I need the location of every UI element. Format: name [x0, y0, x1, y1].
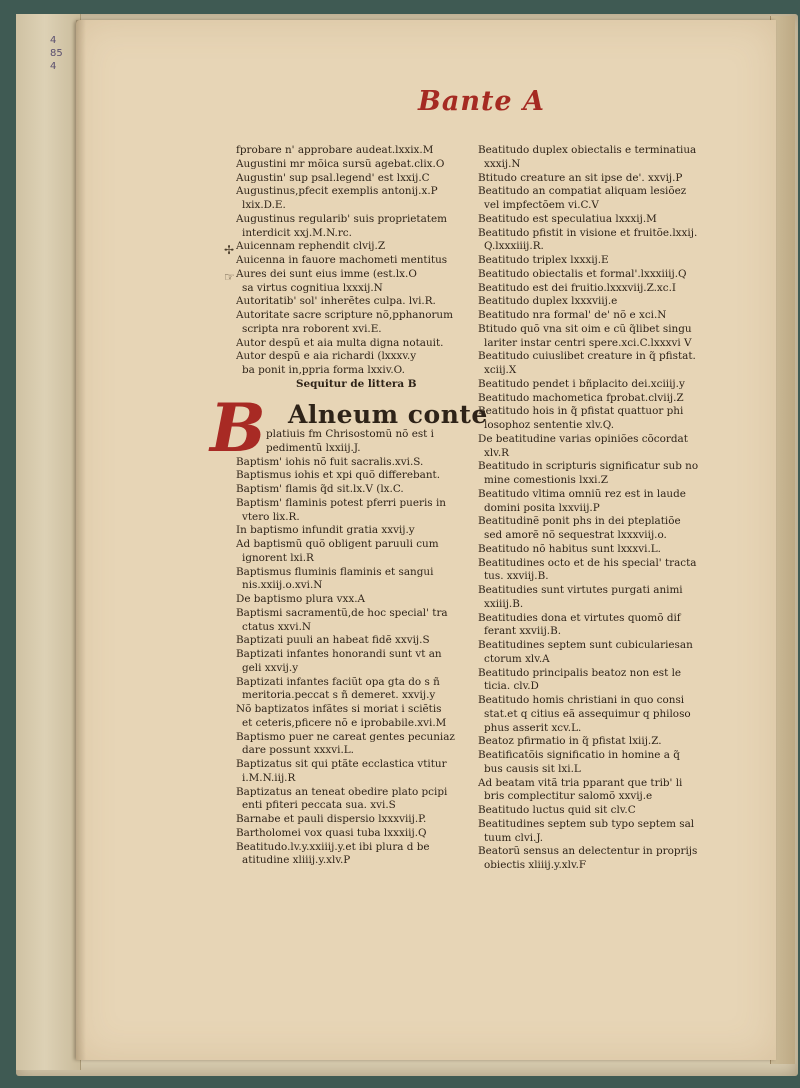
index-entry: Ad beatam vitã tria pparant que trib' li [478, 776, 683, 789]
index-entry: ferant xxviij.B. [484, 625, 562, 638]
index-entry: Baptizati infantes faciũt opa gta do s ñ [236, 675, 440, 688]
index-entry: Beatitudo in scripturis significatur sub no [478, 460, 699, 473]
shelf-mark-line: 4 [50, 35, 57, 46]
index-column-right [478, 144, 708, 873]
index-entry: De beatitudine varias opiniões cõcordat [478, 432, 688, 445]
index-entry: Augustin' sup psal.legend' est lxxij.C [236, 171, 430, 184]
shelf-mark-line: 4 [50, 61, 57, 72]
index-entry: Baptismi sacramentũ,de hoc special' tra [236, 606, 448, 619]
index-entry: Beatitudo pendet i bñplacito dei.xciiij.y [478, 377, 685, 390]
index-entry: Auicennam rephendit clvij.Z [236, 240, 386, 253]
shelf-mark-line: 85 [50, 48, 63, 59]
index-entry: Ad baptismũ quõ obligent paruuli cum [236, 538, 439, 550]
index-entry: Beatoz pfirmatio in q̃ pfistat lxiij.Z. [478, 735, 662, 748]
index-entry: Autoritate sacre scripture nõ,pphanorum [236, 309, 453, 321]
index-entry: enti pfiteri peccata sua. xvi.S [242, 799, 396, 812]
index-entry: Beatitudo homis christiani in quo consi [478, 694, 685, 706]
index-entry: Beatitudo hois in q̃ pfistat quattuor phi [478, 405, 684, 418]
index-entry: stat.et q citius eã assequimur q philoso [484, 707, 691, 720]
index-entry: sa virtus cognitiua lxxxij.N [242, 281, 383, 294]
index-entry: Auicenna in fauore machometi mentitus [236, 254, 448, 266]
index-entry: scripta nra roborent xvi.E. [242, 322, 382, 335]
index-entry: In baptismo infundit gratia xxvij.y [236, 524, 415, 537]
index-entry: Beatitudo machometica fprobat.clviij.Z [478, 391, 684, 404]
index-entry: Beatitudo triplex lxxxij.E [478, 254, 609, 266]
index-entry: Baptismo puer ne careat gentes pecuniaz [236, 730, 455, 743]
index-entry: Beatitudines octo et de his special' tracta [478, 556, 697, 569]
index-entry: xxiiij.B. [484, 597, 524, 610]
index-column-left [236, 144, 468, 392]
index-entry: Beatitudinẽ ponit phs in dei pteplatiõe [478, 515, 681, 528]
index-entry: Autor despũ et aia multa digna notauit. [236, 336, 444, 349]
index-entry: Beatitudo.lv.y.xxiiij.y.et ibi plura d be [236, 840, 430, 853]
index-entry: Beatitudies sunt virtutes purgati animi [478, 584, 683, 596]
index-entry: De baptismo plura vxx.A [236, 593, 366, 605]
index-entry: atitudine xliiij.y.xlv.P [242, 854, 351, 867]
index-entry: dare possunt xxxvi.L. [242, 744, 354, 757]
index-entry: platiuis fm Chrisostomũ nõ est i [266, 428, 434, 440]
section-incipit: Alneum conte [288, 400, 488, 429]
index-entry: geli xxvij.y [242, 661, 299, 674]
index-entry: Beatitudines septem sunt cubiculariesan [478, 639, 693, 651]
index-entry: fprobare n' approbare audeat.lxxix.M [236, 144, 434, 156]
index-entry: tus. xxviij.B. [484, 570, 549, 583]
index-entry: lariter instar centri spere.xci.C.lxxxvi V [484, 336, 692, 349]
index-entry: Beatitudines septem sub typo septem sal [478, 817, 695, 830]
index-entry: Baptism' iohis nõ fuit sacralis.xvi.S. [236, 455, 424, 468]
index-entry: Beatitudo duplex lxxxviij.e [478, 295, 618, 308]
index-entry: vtero lix.R. [242, 510, 300, 523]
pointing-hand-mark: ☞ [224, 270, 235, 284]
index-entry: Baptizati infantes honorandi sunt vt an [236, 648, 442, 660]
index-entry: Bartholomei vox quasi tuba lxxxiij.Q [236, 826, 427, 839]
index-entry: Beatitudo est dei fruitio.lxxxviij.Z.xc.I [478, 281, 677, 294]
index-entry: Baptism' flamis q̃d sit.lx.V (lx.C. [236, 483, 404, 495]
index-entry: Baptismus fluminis flaminis et sangui [236, 565, 434, 578]
section-heading: Sequitur de littera B [296, 377, 417, 390]
index-entry: xxxij.N [484, 157, 521, 170]
index-entry: ba ponit in,ppria forma lxxiv.O. [242, 364, 405, 376]
index-entry: nis.xxiij.o.xvi.N [242, 579, 323, 592]
index-entry: Beatitudo est speculatiua lxxxij.M [478, 212, 657, 225]
index-column-left-b [236, 428, 468, 868]
index-entry: Beatitudo principalis beatoz non est le [478, 666, 682, 679]
index-entry: Beatitudies dona et virtutes quomõ dif [478, 611, 681, 624]
index-entry: Baptizati puuli an habeat fidẽ xxvij.S [236, 634, 430, 647]
index-entry: Baptizatus an teneat obedire plato pcipi [236, 785, 448, 798]
pointing-hand-mark: ✢ [224, 243, 235, 257]
index-entry: Beatitudo pfistit in visione et fruitõe.lxxij. [478, 226, 698, 239]
index-entry: Nõ baptizatos infãtes si moriat i sciẽtis [236, 703, 442, 715]
index-entry: Q.lxxxiiij.R. [484, 240, 544, 253]
index-entry: obiectis xliiij.y.xlv.F [484, 859, 587, 871]
index-entry: losophoz sententie xlv.Q. [484, 419, 615, 431]
index-entry: lxix.D.E. [242, 199, 286, 211]
index-entry: Barnabe et pauli dispersio lxxxviij.P. [236, 813, 427, 825]
index-entry: Autor despũ e aia richardi (lxxxv.y [236, 350, 417, 363]
decorated-initial: B [210, 389, 266, 467]
index-entry: domini posita lxxviij.P [484, 501, 600, 514]
index-entry: pedimentũ lxxiij.J. [266, 441, 361, 454]
index-entry: Beatitudo luctus quid sit clv.C [478, 804, 636, 816]
index-entry: phus asserit xcv.L. [484, 721, 582, 734]
index-entry: i.M.N.iij.R [242, 771, 296, 784]
index-entry: Btitudo quõ vna sit oim e cũ q̃libet singu [478, 322, 692, 335]
index-entry: sed amorẽ nõ sequestrat lxxxviij.o. [484, 529, 667, 541]
index-entry: meritoria.peccat s ñ demeret. xxvij.y [242, 689, 436, 702]
index-entry: ticia. clv.D [484, 680, 539, 693]
index-entry: bus causis sit lxi.L [484, 762, 581, 775]
index-entry: mine comestionis lxxi.Z [484, 474, 609, 486]
index-entry: Aures dei sunt eius imme (est.lx.O [236, 267, 417, 280]
shelf-mark [50, 34, 63, 73]
index-entry: Baptizatus sit qui ptãte ecclastica vtitur [236, 758, 447, 770]
index-entry: Beatificatõis significatio in homine a q̃ [478, 749, 680, 761]
index-entry: Baptism' flaminis potest pferri pueris in [236, 496, 446, 509]
index-entry: tuum clvi.J. [484, 831, 544, 844]
index-entry: Beatorũ sensus an delectentur in proprijs [478, 845, 698, 858]
index-entry: xlv.R [484, 446, 509, 459]
index-entry: Beatitudo duplex obiectalis e terminatiua [478, 144, 697, 156]
index-entry: xciij.X [484, 364, 517, 376]
marginal-marks [224, 237, 235, 291]
index-entry: Beatitudo vltima omniũ rez est in laude [478, 487, 686, 500]
index-entry: Augustinus regularib' suis proprietatem [236, 212, 447, 225]
index-entry: et ceteris,pficere nõ e iprobabile.xvi.M [242, 716, 447, 729]
gutter-shadow [76, 20, 86, 1060]
index-entry: Autoritatib' sol' inherẽtes culpa. lvi.R. [236, 295, 436, 308]
index-entry: Beatitudo an compatiat aliquam lesiõez [478, 185, 687, 198]
index-entry: Augustini mr mõica sursũ agebat.clix.O [236, 157, 445, 170]
index-entry: vel impfectõem vi.C.V [484, 199, 599, 211]
index-entry: Baptismus iohis et xpi quõ differebant. [236, 469, 441, 482]
index-entry: Beatitudo obiectalis et formal'.lxxxiiij.Q [478, 267, 687, 280]
index-entry: Augustinus,pfecit exemplis antonij.x.P [236, 185, 438, 198]
running-head: Bante A [418, 86, 545, 117]
index-entry: Beatitudo nra formal' de' nõ e xci.N [478, 309, 667, 321]
index-entry: Beatitudo nõ habitus sunt lxxxvi.L. [478, 542, 661, 555]
index-entry: Beatitudo cuiuslibet creature in q̃ pfistat. [478, 350, 696, 363]
index-entry: Btitudo creature an sit ipse de'. xxvij.P [478, 171, 683, 184]
index-entry: interdicit xxj.M.N.rc. [242, 226, 352, 239]
index-entry: ctorum xlv.A [484, 652, 550, 665]
index-entry: ctatus xxvi.N [242, 620, 312, 633]
page-stack-edge [16, 14, 81, 1070]
index-entry: ignorent lxi.R [242, 551, 314, 564]
index-entry: bris complectitur salomõ xxvij.e [484, 790, 653, 803]
